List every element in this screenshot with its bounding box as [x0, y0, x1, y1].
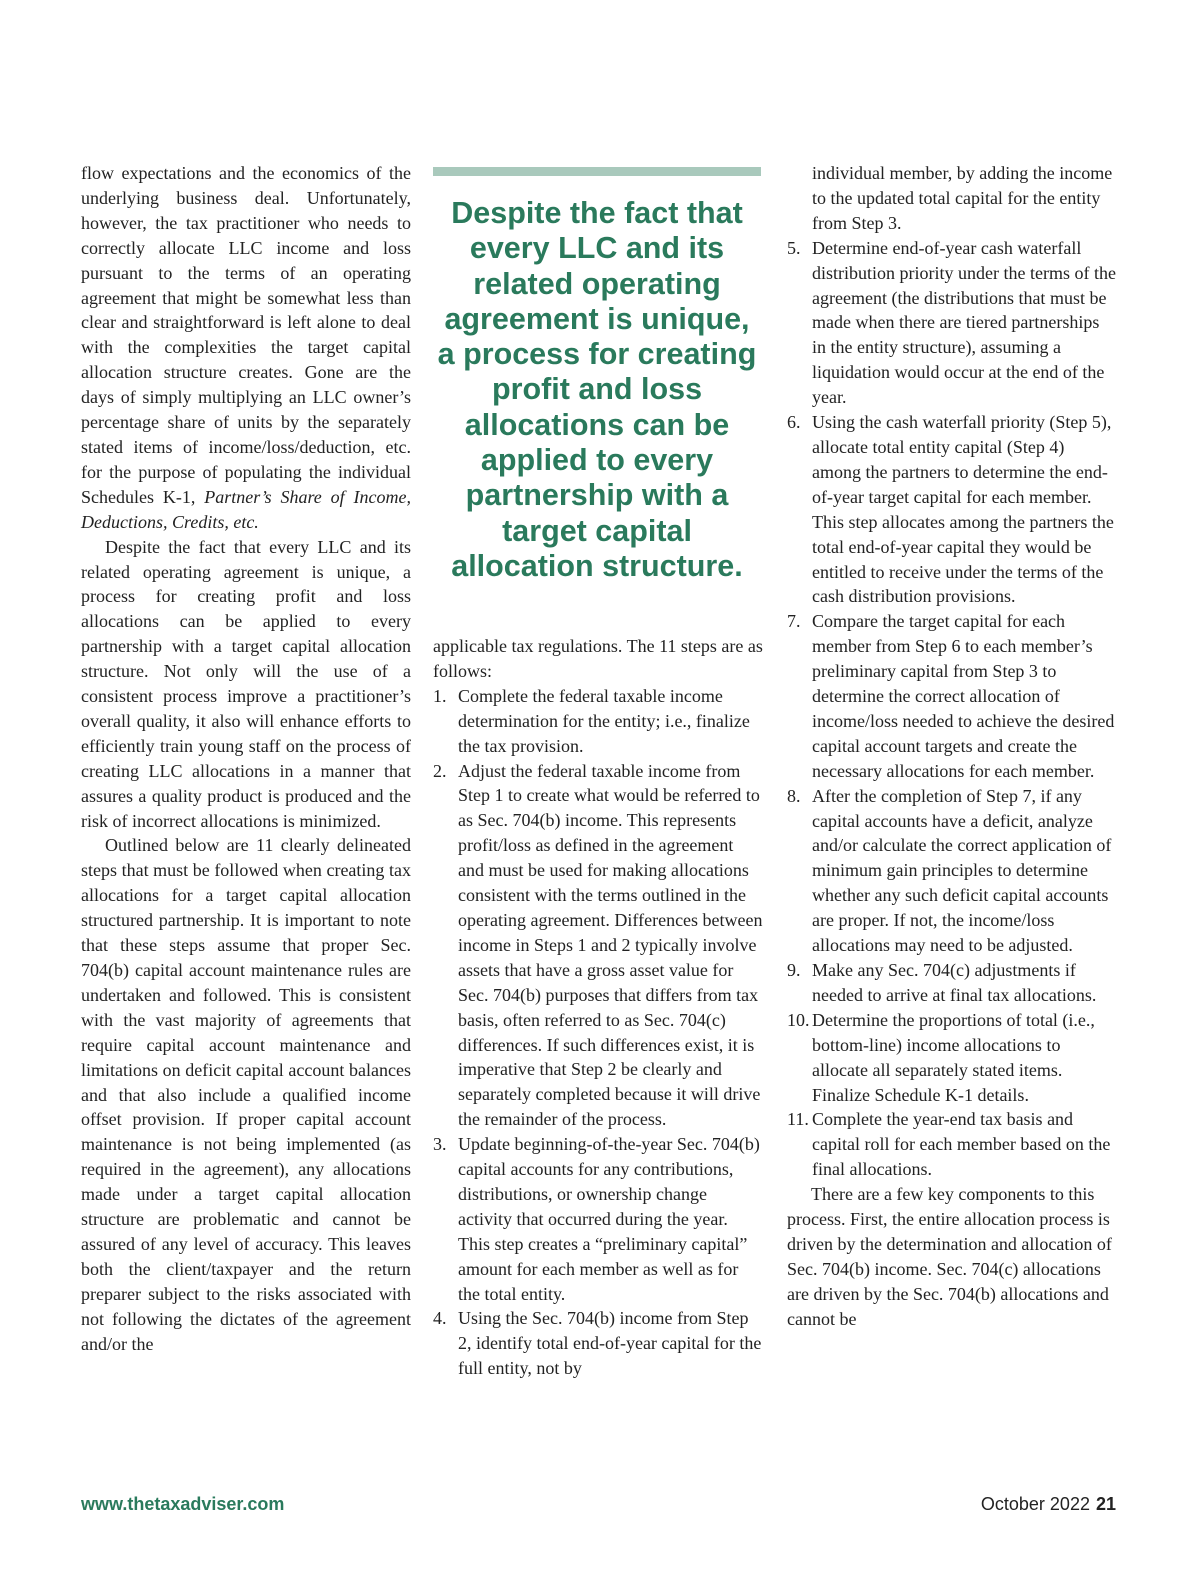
list-item	[433, 759, 763, 1133]
issue-date: October 2022	[980, 1494, 1090, 1514]
list-item	[787, 1107, 1117, 1182]
step-number: 5.	[787, 237, 801, 258]
step-text: Compare the target capital for each member from Step 6 to each member’s preliminary capital from Step 3 to determine the correct allocation of income/loss needed to achieve the desired capital account targets and create the necessary allocations for each member.	[812, 611, 1115, 781]
list-item	[787, 609, 1117, 783]
step-number: 6.	[787, 412, 801, 433]
step-number: 7.	[787, 611, 801, 632]
list-item	[787, 784, 1117, 958]
pull-quote-rule	[433, 167, 761, 176]
article-column-1	[81, 161, 411, 1357]
step-text: Determine end-of-year cash waterfall distribution priority under the terms of the agreement (the distributions that must be made when there are tiered partnerships in the entity structure), assuming a liquidation would occur at the end of the year.	[812, 237, 1116, 408]
step-number: 2.	[433, 760, 447, 781]
step-text: Determine the proportions of total (i.e., bottom-line) income allocations to allocate all separately stated items. Finalize Schedule K-1 details.	[812, 1009, 1095, 1105]
step-number: 11.	[787, 1109, 809, 1130]
step-number: 10.	[787, 1009, 810, 1030]
steps-list	[433, 684, 763, 1381]
steps-intro: applicable tax regulations. The 11 steps are as follows:	[433, 636, 763, 681]
list-item	[433, 684, 763, 759]
step-text: Update beginning-of-the-year Sec. 704(b) capital accounts for any contributions, distributions, or ownership change activity that occurred during the year. This step creates a “preliminary capital” amount for each member as well as for the total entity.	[458, 1134, 760, 1304]
article-column-3	[787, 161, 1117, 1332]
paragraph: Outlined below are 11 clearly delineated steps that must be followed when creating tax allocations for a target capital allocation structured partnership. It is important to note that these steps assume that proper Sec. 704(b) capital account maintenance rules are undertaken and followed. This is consistent with the vast majority of agreements that require capital account maintenance and limitations on deficit capital account balances and that also include a qualified income offset provision. If proper capital account maintenance is not being implemented (as required in the agreement), any allocations made under a target capital allocation structure are problematic and cannot be assured of any level of accuracy. This leaves both the client/taxpayer and the return preparer subject to the risks associated with not following the dictates of the agreement and/or the	[81, 835, 411, 1354]
step-number: 3.	[433, 1134, 447, 1155]
step-text: Adjust the federal taxable income from Step 1 to create what would be referred to as Sec. 704(b) income. This represents profit/loss as defined in the agreement and must be used for making allocations consistent with the terms outlined in the operating agreement. Differences between income in Steps 1 and 2 typically involve assets that have a gross asset value for Sec. 704(b) purposes that differs from tax basis, often referred to as Sec. 704(c) differences. If such differences exist, it is imperative that Step 2 be clearly and separately completed because it will drive the remainder of the process.	[458, 760, 763, 1130]
step-number: 4.	[433, 1308, 447, 1329]
form-title: Partner’s Share of Income, Deductions, Credits, etc.	[81, 486, 411, 532]
step-text: Using the Sec. 704(b) income from Step 2, identify total end-of-year capital for the full entity, not by	[458, 1308, 762, 1379]
list-item	[433, 1306, 763, 1381]
paragraph: flow expectations and the economics of the underlying business deal. Unfortunately, however, the tax practitioner who needs to correctly allocate LLC income and loss pursuant to the terms of an operating agreement that might be somewhat less than clear and straightforward is left alone to deal with the complexities the target capital allocation structure creates. Gone are the days of simply multiplying an LLC owner’s percentage share of units by the separately stated items of income/loss/deduction, etc. for the purpose of populating the individual Schedules K-1, Partner’s Share of Income, Deductions, Credits, etc.	[81, 163, 411, 532]
step-text: Using the cash waterfall priority (Step 5), allocate total entity capital (Step 4) among the partners to determine the end-of-year target capital for each member. This step allocates among the partners the total end-of-year capital they would be entitled to receive under the terms of the cash distribution provisions.	[812, 412, 1114, 607]
step-text: Complete the federal taxable income determination for the entity; i.e., finalize the tax provision.	[458, 685, 750, 756]
paragraph: There are a few key components to this process. First, the entire allocation process is driven by the determination and allocation of Sec. 704(b) income. Sec. 704(c) allocations are driven by the Sec. 704(b) allocations and cannot be	[787, 1184, 1112, 1329]
step-number: 8.	[787, 785, 801, 806]
step-text: Complete the year-end tax basis and capital roll for each member based on the final allocations.	[812, 1109, 1111, 1180]
paragraph: Despite the fact that every LLC and its related operating agreement is unique, a process for creating profit and loss allocations can be applied to every partnership with a target capital allocation structure. Not only will the use of a consistent process improve a practitioner’s overall quality, it also will enhance efforts to efficiently train young staff on the process of creating LLC allocations in a manner that assures a quality product is produced and the risk of incorrect allocations is minimized.	[81, 536, 411, 831]
pull-quote: Despite the fact that every LLC and its related operating agreement is unique, a process for creating profit and loss allocations can be applied to every partnership with a target capital allocation structure.	[437, 196, 757, 583]
list-item	[787, 410, 1117, 609]
page-footer	[981, 1494, 1116, 1515]
list-item	[433, 1132, 763, 1306]
page-number: 21	[1095, 1494, 1116, 1514]
list-item	[787, 1008, 1117, 1108]
article-column-2	[433, 634, 763, 1381]
website-link[interactable]: www.thetaxadviser.com	[81, 1494, 285, 1514]
step-text: After the completion of Step 7, if any capital accounts have a deficit, analyze and/or calculate the correct application of minimum gain principles to determine whether any such deficit capital accounts are proper. If not, the income/loss allocations may need to be adjusted.	[812, 785, 1112, 956]
step-number: 9.	[787, 960, 801, 980]
step-continuation: individual member, by adding the income to the updated total capital for the entity from Step 3.	[812, 163, 1113, 233]
steps-list	[787, 236, 1117, 1182]
list-item	[787, 958, 1117, 1008]
step-number: 1.	[433, 685, 447, 706]
step-text: Make any Sec. 704(c) adjustments if needed to arrive at final tax allocations.	[812, 960, 1097, 1005]
list-item	[787, 236, 1117, 410]
